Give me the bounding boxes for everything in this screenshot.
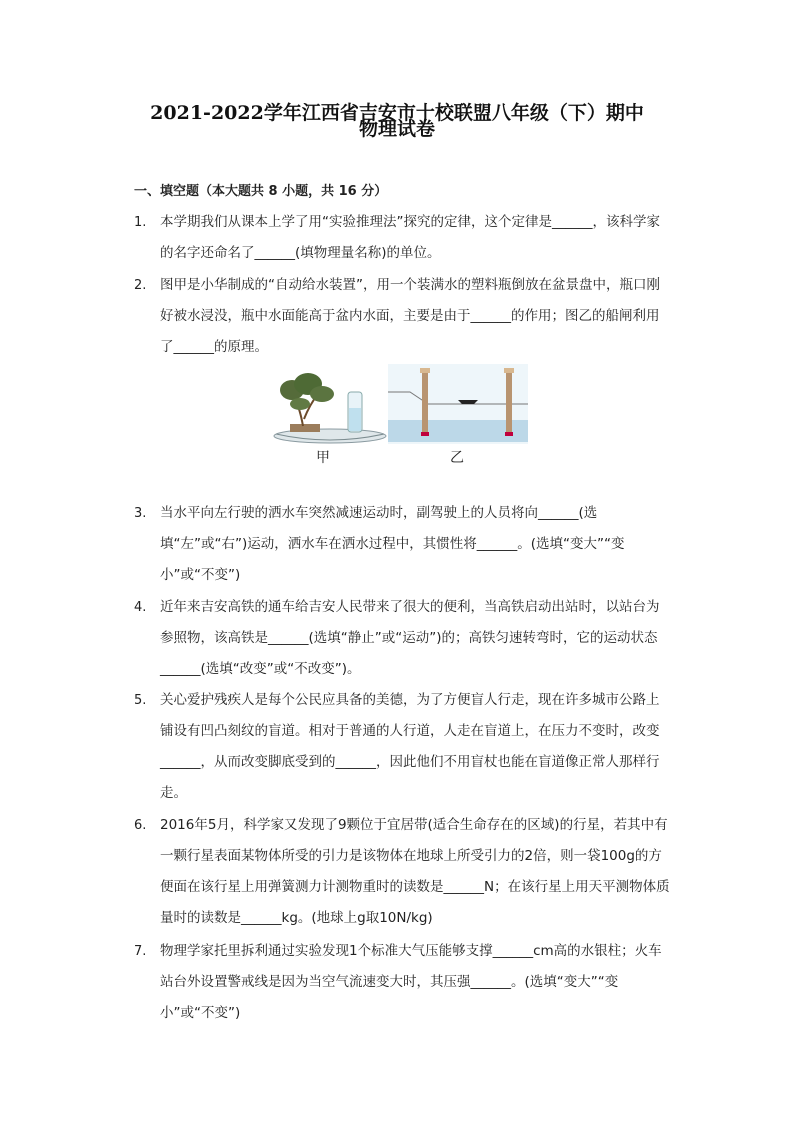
question-number: 1. xyxy=(134,215,147,230)
question-number: 6. xyxy=(134,818,147,833)
question-number: 4. xyxy=(134,600,147,615)
question-text: 物理学家托里拆利通过实验发现1个标准大气压能够支撑______cm高的水银柱；火车站台外设置警戒线是因为当空气流速变大时，其压强______。(选填“变大”“变小”或“不变”) xyxy=(160,943,662,1021)
question-number: 5. xyxy=(134,693,147,708)
figure-illustration xyxy=(270,364,530,454)
question-text: 关心爱护残疾人是每个公民应具备的美德，为了方便盲人行走，现在许多城市公路上铺设有凹凸刻纹的盲道。相对于普通的人行道，人走在盲道上，在压力不变时，改变______，从而改变脚底受到的______，因此他们不用盲杖也能在盲道像正常人那样行走。 xyxy=(160,692,660,801)
figure-water-devices xyxy=(270,364,530,474)
question-number: 2. xyxy=(134,278,147,293)
question-text: 图甲是小华制成的“自动给水装置”，用一个装满水的塑料瓶倒放在盆景盘中，瓶口刚好被水浸没，瓶中水面能高于盆内水面，主要是由于______的作用；图乙的船闸利用了______的原理。 xyxy=(160,277,660,355)
question-text: 近年来吉安高铁的通车给吉安人民带来了很大的便利，当高铁启动出站时，以站台为参照物，该高铁是______(选填“静止”或“运动”)的；高铁匀速转弯时，它的运动状态______(选填“改变”或“不改变”)。 xyxy=(160,599,660,677)
question-number: 7. xyxy=(134,944,147,959)
question-number: 3. xyxy=(134,506,147,521)
exam-title-line1: 2021-2022学年江西省吉安市十校联盟八年级（下）期中 xyxy=(150,102,644,124)
figure-caption-a: 甲 xyxy=(316,450,330,466)
question-text: 本学期我们从课本上学了用“实验推理法”探究的定律，这个定律是______，该科学家的名字还命名了______(填物理量名称)的单位。 xyxy=(160,214,660,261)
ship-lock-illustration xyxy=(388,364,528,444)
bonsai-illustration xyxy=(274,373,386,443)
section-heading: 一、填空题（本大题共 8 小题，共 16 分） xyxy=(134,184,388,199)
exam-title-line2: 物理试卷 xyxy=(358,118,435,140)
figure-caption-b: 乙 xyxy=(450,450,464,466)
question-text: 当水平向左行驶的洒水车突然减速运动时，副驾驶上的人员将向______(选填“左”或“右”)运动，洒水车在洒水过程中，其惯性将______。(选填“变大”“变小”或“不变”) xyxy=(160,505,625,583)
question-text: 2016年5月，科学家又发现了9颗位于宜居带(适合生命存在的区域)的行星，若其中有一颗行星表面某物体所受的引力是该物体在地球上所受引力的2倍，则一袋100g的方便面在该行星上用弹簧测力计测物重时的读数是______N；在该行星上用天平测物体质量时的读数是______kg。(地球上g取10N/kg) xyxy=(160,817,670,926)
